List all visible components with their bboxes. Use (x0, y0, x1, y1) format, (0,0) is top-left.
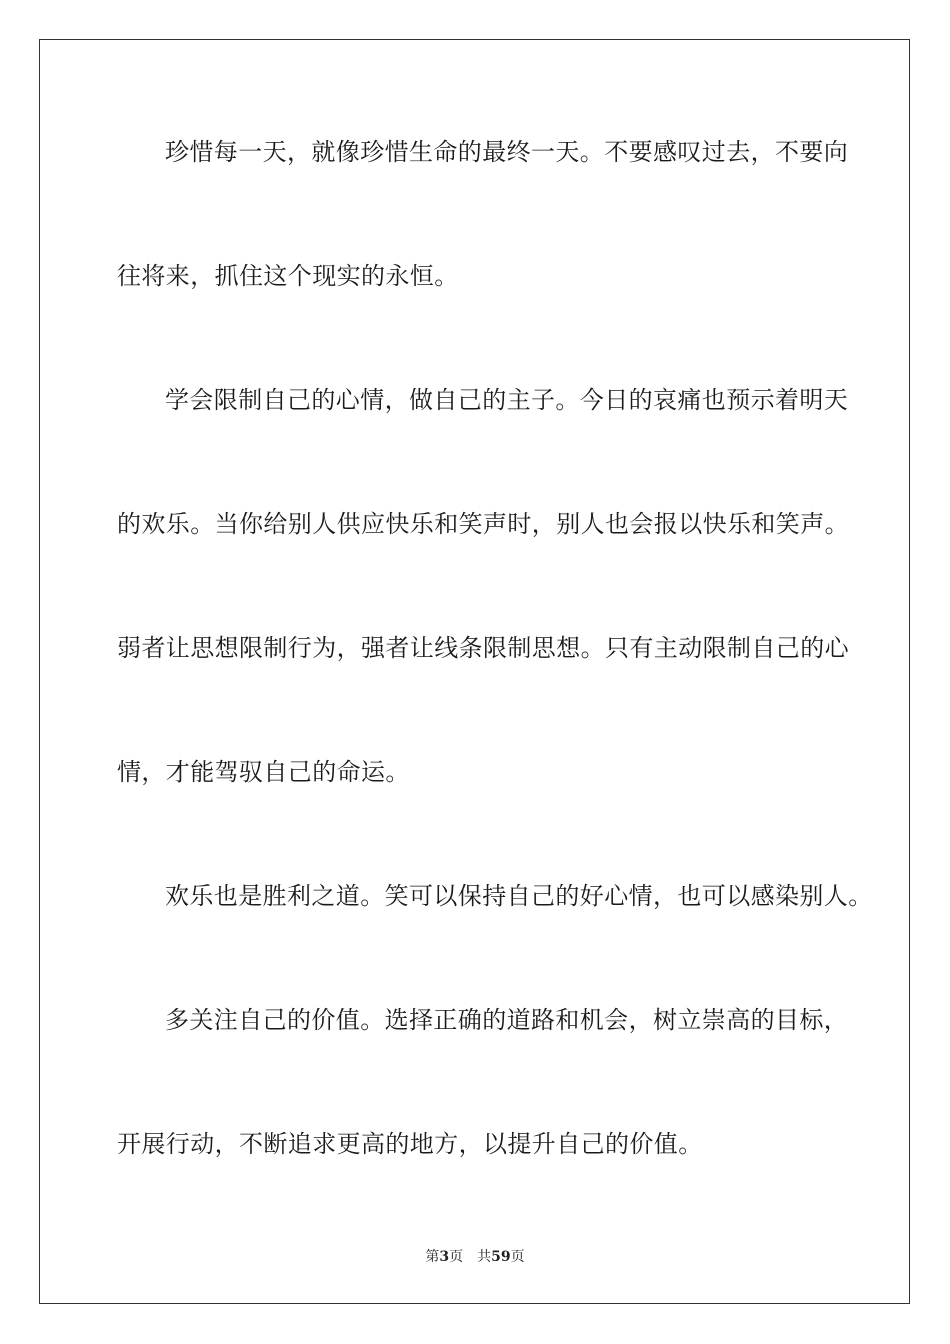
paragraph-2-line-1: 学会限制自己的心情，做自己的主子。今日的哀痛也预示着明天 (165, 386, 849, 414)
total-label-prefix: 共 (477, 1249, 492, 1265)
paragraph-3-line-1: 欢乐也是胜利之道。笑可以保持自己的好心情，也可以感染别人。 (165, 882, 873, 910)
paragraph-1-line-1: 珍惜每一天，就像珍惜生命的最终一天。不要感叹过去，不要向 (165, 138, 849, 166)
paragraph-4-line-1: 多关注自己的价值。选择正确的道路和机会，树立崇高的目标， (165, 1006, 849, 1034)
page-number: 3 (439, 1249, 450, 1265)
total-label-suffix: 页 (510, 1249, 525, 1265)
page-frame (39, 39, 910, 1304)
paragraph-2-line-4: 情，才能驾驭自己的命运。 (117, 758, 410, 786)
page-label-prefix: 第 (425, 1249, 440, 1265)
paragraph-1-line-2: 往将来，抓住这个现实的永恒。 (117, 262, 459, 290)
paragraph-2-line-3: 弱者让思想限制行为，强者让线条限制思想。只有主动限制自己的心 (117, 634, 849, 662)
total-pages: 59 (491, 1249, 511, 1265)
paragraph-2-line-2: 的欢乐。当你给别人供应快乐和笑声时，别人也会报以快乐和笑声。 (117, 510, 849, 538)
page-label-suffix: 页 (449, 1249, 464, 1265)
page-footer (0, 1248, 950, 1266)
paragraph-4-line-2: 开展行动，不断追求更高的地方，以提升自己的价值。 (117, 1130, 703, 1158)
